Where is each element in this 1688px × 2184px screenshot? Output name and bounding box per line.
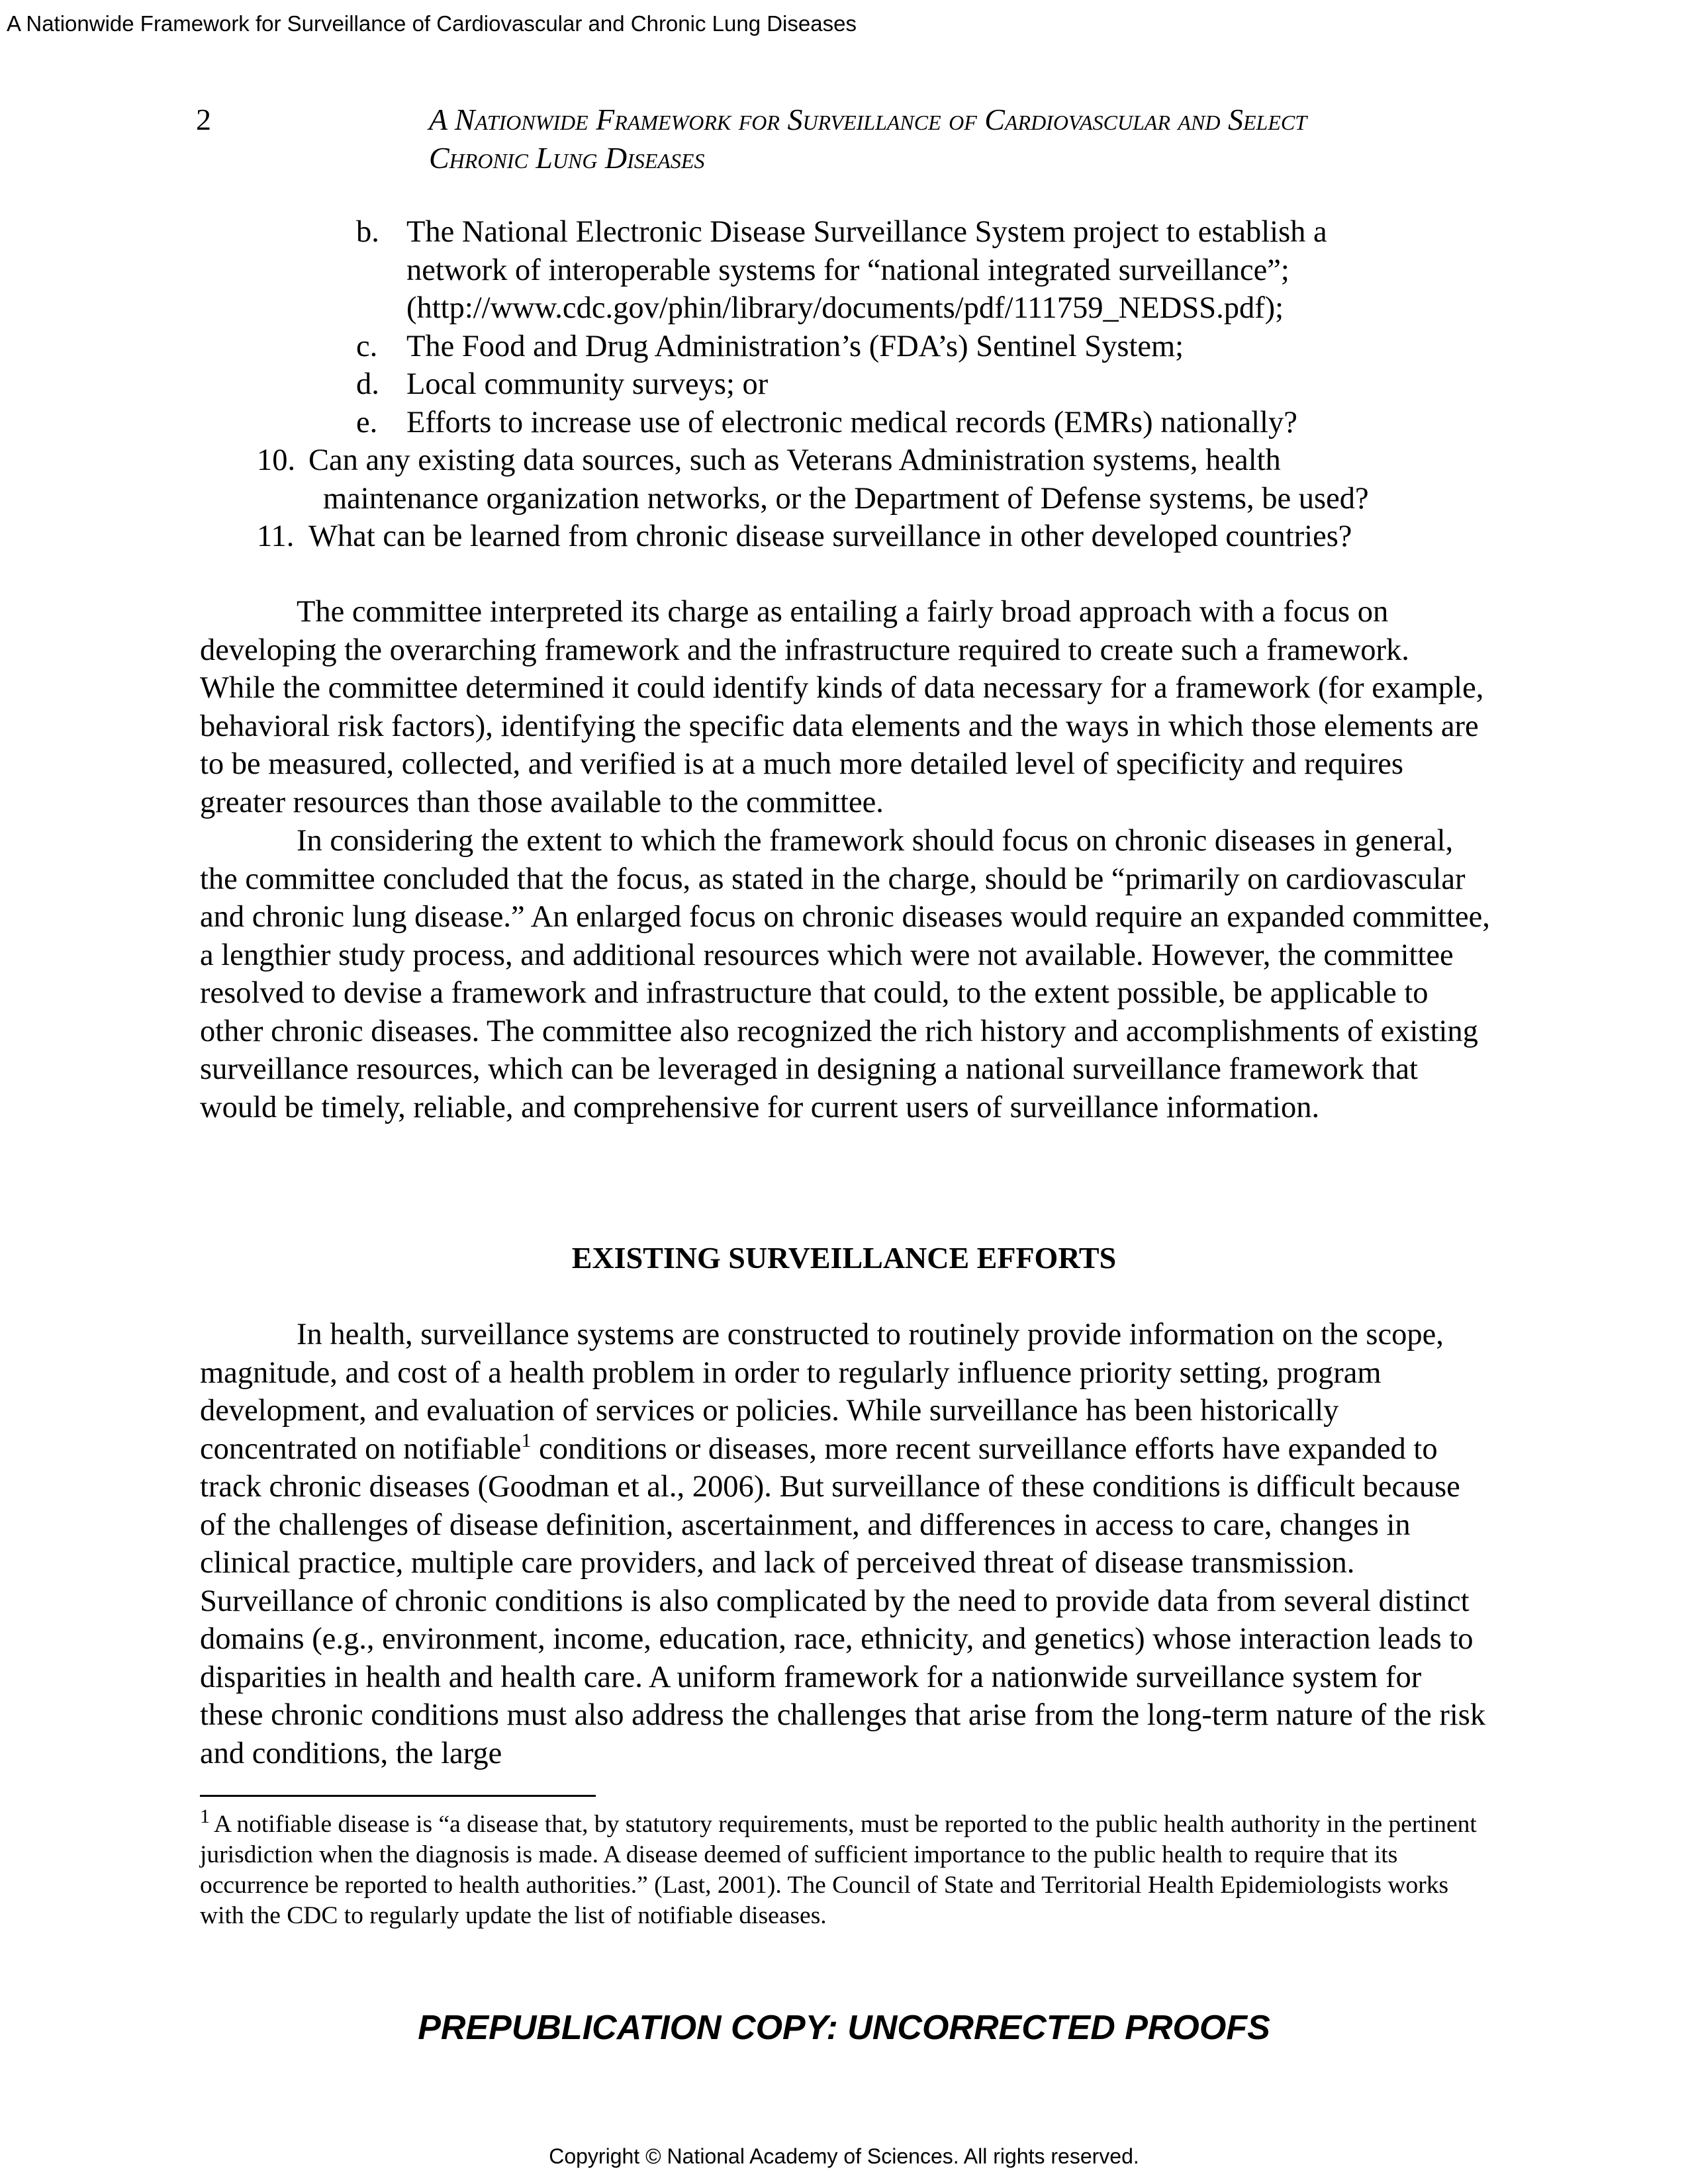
list-item-line: network of interoperable systems for “national integrated surveillance”;	[406, 253, 1289, 287]
prepublication-notice: PREPUBLICATION COPY: UNCORRECTED PROOFS	[418, 2009, 1270, 2047]
footnote-reference: 1	[521, 1429, 532, 1451]
footnote	[200, 1805, 1497, 1931]
book-title	[429, 101, 1501, 177]
list-item-11	[257, 518, 1487, 556]
list-marker: e.	[356, 405, 378, 439]
list-item-line: maintenance organization networks, or the Department of Defense systems, be used?	[323, 481, 1369, 516]
list-item-line: Local community surveys; or	[406, 367, 769, 401]
paragraph-surveillance-systems	[200, 1316, 1491, 1772]
footnote-marker: 1	[200, 1805, 210, 1827]
list-item-10	[257, 441, 1487, 518]
paragraph-chronic-focus: In considering the extent to which the framework should focus on chronic diseases in general, the committee concluded that the focus, as stated in the charge, should be “primarily on cardiovascular and chronic lung disease.” An enlarged focus on chronic diseases would require an expanded committee, a lengthier study process, and additional resources which were not available. However, the committee resolved to devise a framework and infrastructure that could, to the extent possible, be applicable to other chronic diseases. The committee also recognized the rich history and accomplishments of existing surveillance resources, which can be leveraged in designing a national surveillance framework that would be timely, reliable, and comprehensive for current users of surveillance information.	[200, 824, 1490, 1124]
list-item-e	[356, 404, 1545, 442]
copyright-notice: Copyright © National Academy of Sciences. All rights reserved.	[549, 2144, 1139, 2168]
list-item-line: The National Electronic Disease Surveillance System project to establish a	[406, 215, 1327, 249]
list-marker: 10.	[257, 443, 296, 477]
page-number: 2	[196, 103, 211, 136]
book-title-line-1: A Nationwide Framework for Surveillance of Cardiovascular and Select	[429, 103, 1307, 136]
paragraph-text: conditions or diseases, more recent surveillance efforts have expanded to track chronic diseases (Goodman et al., 2006). But surveillance of these conditions is difficult because of the challenges of disease definition, ascertainment, and differences in access to care, changes in clinical practice, multiple care providers, and lack of perceived threat of disease transmission. Surveillance of chronic conditions is also complicated by the need to provide data from several distinct domains (e.g., environment, income, education, race, ethnicity, and genetics) whose interaction leads to disparities in health and health care. A uniform framework for a nationwide surveillance system for these chronic conditions must also address the challenges that arise from the long-term nature of the risk and conditions, the large	[200, 1432, 1486, 1770]
question-list	[0, 213, 1688, 556]
paragraph-committee-charge: The committee interpreted its charge as entailing a fairly broad approach with a focus on developing the overarching framework and the infrastructure required to create such a framework. While the committee determined it could identify kinds of data necessary for a framework (for example, behavioral risk factors), identifying the specific data elements and the ways in which those elements are to be measured, collected, and verified is at a much more detailed level of specificity and requires greater resources than those available to the committee.	[200, 595, 1484, 819]
list-item-line: What can be learned from chronic disease surveillance in other developed countries?	[308, 520, 1352, 553]
section-heading: EXISTING SURVEILLANCE EFFORTS	[571, 1241, 1117, 1275]
list-item-d	[356, 365, 1545, 404]
list-item-line: (http://www.cdc.gov/phin/library/documents/pdf/111759_NEDSS.pdf);	[406, 291, 1284, 325]
list-marker: b.	[356, 215, 379, 249]
running-header: A Nationwide Framework for Surveillance of Cardiovascular and Chronic Lung Diseases	[7, 11, 857, 36]
list-item-line: Efforts to increase use of electronic medical records (EMRs) nationally?	[406, 405, 1297, 439]
list-marker: d.	[356, 367, 379, 401]
list-item-line: Can any existing data sources, such as Veterans Administration systems, health	[308, 443, 1281, 477]
paragraph-text: In health, surveillance systems are constructed to routinely provide information on the scope, magnitude, and cost of a health problem in order to regularly influence priority setting, program development, and evaluation of services or policies. While surveillance has been historically concentrated on notifiable	[200, 1318, 1444, 1466]
list-marker: 11.	[257, 520, 295, 553]
footnote-divider	[200, 1795, 596, 1797]
book-title-line-2: Chronic Lung Diseases	[429, 141, 705, 175]
list-item-line: The Food and Drug Administration’s (FDA’s) Sentinel System;	[406, 329, 1184, 363]
footnote-text: A notifiable disease is “a disease that, by statutory requirements, must be reported to the public health authority in the pertinent jurisdiction when the diagnosis is made. A disease deemed of sufficient importance to the public health to require that its occurrence be reported to health authorities.” (Last, 2001). The Council of State and Territorial Health Epidemiologists works with the CDC to regularly update the list of notifiable diseases.	[200, 1811, 1477, 1929]
list-item-c	[356, 328, 1545, 366]
list-marker: c.	[356, 329, 378, 363]
list-item-b	[356, 213, 1545, 328]
